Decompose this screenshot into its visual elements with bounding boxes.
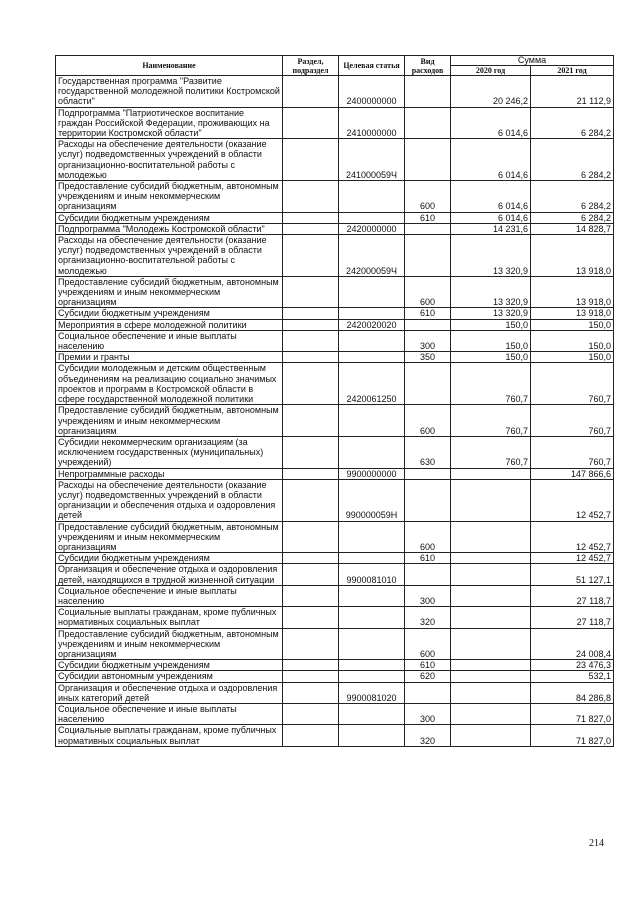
cell-name: Социальные выплаты гражданам, кроме публичных нормативных социальных выплат: [56, 725, 283, 746]
cell-section: [283, 235, 339, 277]
cell-article: [339, 308, 405, 319]
cell-v2020: 13 320,9: [451, 235, 531, 277]
table-row: [56, 607, 614, 628]
cell-article: 242000059Ч: [339, 235, 405, 277]
cell-article: [339, 181, 405, 213]
header-sum: Сумма: [451, 56, 614, 66]
cell-section: [283, 76, 339, 108]
cell-article: [339, 330, 405, 351]
cell-name: Мероприятия в сфере молодежной политики: [56, 319, 283, 330]
cell-v2020: 6 014,6: [451, 107, 531, 139]
cell-v2020: 20 246,2: [451, 76, 531, 108]
header-name: Наименование: [56, 56, 283, 76]
cell-v2020: [451, 479, 531, 521]
page-number: 214: [589, 838, 604, 849]
cell-v2021: 760,7: [531, 405, 614, 437]
cell-section: [283, 585, 339, 606]
table-row: [56, 276, 614, 308]
cell-name: Субсидии бюджетным учреждениям: [56, 660, 283, 671]
cell-section: [283, 436, 339, 468]
table-row: [56, 330, 614, 351]
cell-v2021: 21 112,9: [531, 76, 614, 108]
cell-type: 350: [405, 352, 451, 363]
cell-type: 610: [405, 308, 451, 319]
cell-type: 320: [405, 607, 451, 628]
table-row: [56, 308, 614, 319]
cell-article: [339, 585, 405, 606]
cell-section: [283, 330, 339, 351]
cell-name: Предоставление субсидий бюджетным, автономным учреждениям и иным некоммерческим организациям: [56, 181, 283, 213]
cell-article: 2410000000: [339, 107, 405, 139]
cell-article: [339, 212, 405, 223]
cell-section: [283, 682, 339, 703]
table-row: [56, 628, 614, 660]
cell-section: [283, 139, 339, 181]
cell-v2020: 13 320,9: [451, 276, 531, 308]
cell-v2021: 71 827,0: [531, 725, 614, 746]
cell-v2021: 14 828,7: [531, 223, 614, 234]
table-row: [56, 405, 614, 437]
cell-v2021: 27 118,7: [531, 607, 614, 628]
cell-section: [283, 725, 339, 746]
table-row: [56, 682, 614, 703]
cell-name: Субсидии бюджетным учреждениям: [56, 212, 283, 223]
cell-v2020: 14 231,6: [451, 223, 531, 234]
cell-v2021: 71 827,0: [531, 703, 614, 724]
cell-v2021: 147 866,6: [531, 468, 614, 479]
cell-section: [283, 223, 339, 234]
header-type: Вид расходов: [405, 56, 451, 76]
cell-v2020: 6 014,6: [451, 212, 531, 223]
cell-v2021: 84 286,8: [531, 682, 614, 703]
cell-v2020: 13 320,9: [451, 308, 531, 319]
cell-v2021: 6 284,2: [531, 139, 614, 181]
cell-v2021: 13 918,0: [531, 308, 614, 319]
cell-article: 9900081010: [339, 564, 405, 585]
cell-type: [405, 468, 451, 479]
cell-v2020: 760,7: [451, 363, 531, 405]
table-row: [56, 703, 614, 724]
cell-v2020: 6 014,6: [451, 181, 531, 213]
cell-v2020: 150,0: [451, 319, 531, 330]
cell-name: Премии и гранты: [56, 352, 283, 363]
cell-v2021: 532,1: [531, 671, 614, 682]
cell-v2020: [451, 553, 531, 564]
cell-article: 241000059Ч: [339, 139, 405, 181]
cell-name: Расходы на обеспечение деятельности (оказание услуг) подведомственных учреждений в области организационно-воспитательной работы с молодежью: [56, 139, 283, 181]
cell-v2020: [451, 671, 531, 682]
cell-section: [283, 363, 339, 405]
cell-type: [405, 107, 451, 139]
cell-type: [405, 479, 451, 521]
cell-name: Предоставление субсидий бюджетным, автономным учреждениям и иным некоммерческим организациям: [56, 521, 283, 553]
cell-name: Подпрограмма "Молодежь Костромской области": [56, 223, 283, 234]
cell-name: Социальное обеспечение и иные выплаты населению: [56, 585, 283, 606]
cell-section: [283, 212, 339, 223]
cell-article: 990000059Н: [339, 479, 405, 521]
cell-v2020: [451, 660, 531, 671]
cell-type: 300: [405, 703, 451, 724]
cell-name: Организация и обеспечение отдыха и оздоровления детей, находящихся в трудной жизненной ситуации: [56, 564, 283, 585]
cell-type: [405, 139, 451, 181]
table-row: [56, 479, 614, 521]
cell-name: Предоставление субсидий бюджетным, автономным учреждениям и иным некоммерческим организациям: [56, 405, 283, 437]
cell-name: Расходы на обеспечение деятельности (оказание услуг) подведомственных учреждений в области организации и обеспечения отдыха и оздоровления детей: [56, 479, 283, 521]
cell-section: [283, 308, 339, 319]
cell-section: [283, 107, 339, 139]
cell-v2021: 150,0: [531, 319, 614, 330]
cell-name: Непрограммные расходы: [56, 468, 283, 479]
cell-section: [283, 352, 339, 363]
cell-type: 600: [405, 405, 451, 437]
cell-article: 9900000000: [339, 468, 405, 479]
table-row: [56, 319, 614, 330]
cell-v2020: 150,0: [451, 352, 531, 363]
header-year-2021: 2021 год: [531, 66, 614, 76]
cell-type: 600: [405, 181, 451, 213]
cell-type: [405, 363, 451, 405]
cell-name: Социальные выплаты гражданам, кроме публичных нормативных социальных выплат: [56, 607, 283, 628]
table-row: [56, 76, 614, 108]
cell-type: 600: [405, 276, 451, 308]
cell-v2021: 760,7: [531, 436, 614, 468]
cell-section: [283, 607, 339, 628]
cell-article: [339, 703, 405, 724]
cell-name: Расходы на обеспечение деятельности (оказание услуг) подведомственных учреждений в области организационно-воспитательной работы с молодежью: [56, 235, 283, 277]
table-row: [56, 107, 614, 139]
cell-section: [283, 703, 339, 724]
cell-article: 2420020020: [339, 319, 405, 330]
cell-v2021: 150,0: [531, 352, 614, 363]
table-row: [56, 352, 614, 363]
cell-type: 300: [405, 330, 451, 351]
cell-article: 2400000000: [339, 76, 405, 108]
cell-v2020: [451, 725, 531, 746]
cell-article: [339, 521, 405, 553]
cell-v2021: 24 008,4: [531, 628, 614, 660]
cell-name: Подпрограмма "Патриотическое воспитание граждан Российской Федерации, проживающих на территории Костромской области": [56, 107, 283, 139]
cell-v2021: 51 127,1: [531, 564, 614, 585]
cell-section: [283, 181, 339, 213]
table-row: [56, 660, 614, 671]
cell-v2021: 27 118,7: [531, 585, 614, 606]
cell-name: Субсидии автономным учреждениям: [56, 671, 283, 682]
cell-v2021: 760,7: [531, 363, 614, 405]
cell-article: [339, 553, 405, 564]
cell-article: 9900081020: [339, 682, 405, 703]
table-row: [56, 235, 614, 277]
table-row: [56, 553, 614, 564]
cell-name: Субсидии молодежным и детским общественным объединениям на реализацию социально значимых проектов и программ в Костромской области в сфере государственной молодежной политики: [56, 363, 283, 405]
cell-type: 630: [405, 436, 451, 468]
cell-name: Государственная программа "Развитие государственной молодежной политики Костромской области": [56, 76, 283, 108]
cell-name: Субсидии бюджетным учреждениям: [56, 308, 283, 319]
cell-type: [405, 76, 451, 108]
table-row: [56, 181, 614, 213]
table-row: [56, 725, 614, 746]
table-row: [56, 139, 614, 181]
cell-v2021: 6 284,2: [531, 212, 614, 223]
cell-v2020: 760,7: [451, 436, 531, 468]
table-row: [56, 521, 614, 553]
cell-v2020: [451, 703, 531, 724]
header-article: Целевая статья: [339, 56, 405, 76]
cell-v2020: [451, 607, 531, 628]
cell-article: [339, 607, 405, 628]
cell-section: [283, 660, 339, 671]
cell-section: [283, 553, 339, 564]
cell-type: [405, 319, 451, 330]
cell-v2021: 12 452,7: [531, 521, 614, 553]
cell-type: 300: [405, 585, 451, 606]
cell-v2021: 12 452,7: [531, 479, 614, 521]
cell-section: [283, 405, 339, 437]
cell-v2020: [451, 628, 531, 660]
cell-article: 2420061250: [339, 363, 405, 405]
cell-type: [405, 235, 451, 277]
table-row: [56, 436, 614, 468]
cell-type: 610: [405, 212, 451, 223]
cell-name: Субсидии бюджетным учреждениям: [56, 553, 283, 564]
cell-type: 610: [405, 660, 451, 671]
cell-name: Предоставление субсидий бюджетным, автономным учреждениям и иным некоммерческим организациям: [56, 628, 283, 660]
table-body: [56, 76, 614, 747]
cell-article: [339, 276, 405, 308]
cell-type: [405, 682, 451, 703]
header-row: [56, 56, 614, 66]
cell-v2021: 12 452,7: [531, 553, 614, 564]
header-year-2020: 2020 год: [451, 66, 531, 76]
cell-v2020: [451, 682, 531, 703]
table-row: [56, 223, 614, 234]
cell-v2020: [451, 585, 531, 606]
cell-section: [283, 468, 339, 479]
cell-type: [405, 564, 451, 585]
cell-article: [339, 725, 405, 746]
cell-article: [339, 436, 405, 468]
cell-type: 600: [405, 521, 451, 553]
cell-section: [283, 521, 339, 553]
cell-article: [339, 660, 405, 671]
cell-section: [283, 564, 339, 585]
cell-name: Социальное обеспечение и иные выплаты населению: [56, 330, 283, 351]
budget-table: [55, 55, 614, 747]
table-row: [56, 363, 614, 405]
cell-type: 320: [405, 725, 451, 746]
cell-v2021: 6 284,2: [531, 107, 614, 139]
cell-v2020: [451, 468, 531, 479]
cell-type: [405, 223, 451, 234]
cell-section: [283, 479, 339, 521]
cell-v2021: 13 918,0: [531, 235, 614, 277]
cell-v2021: 150,0: [531, 330, 614, 351]
cell-type: 620: [405, 671, 451, 682]
header-section: Раздел, подраздел: [283, 56, 339, 76]
cell-v2020: 150,0: [451, 330, 531, 351]
table-row: [56, 212, 614, 223]
cell-name: Субсидии некоммерческим организациям (за исключением государственных (муниципальных) учреждений): [56, 436, 283, 468]
cell-v2020: 760,7: [451, 405, 531, 437]
cell-article: [339, 671, 405, 682]
cell-type: 610: [405, 553, 451, 564]
cell-article: [339, 405, 405, 437]
cell-section: [283, 628, 339, 660]
cell-name: Организация и обеспечение отдыха и оздоровления иных категорий детей: [56, 682, 283, 703]
cell-section: [283, 276, 339, 308]
cell-article: [339, 628, 405, 660]
cell-v2021: 23 476,3: [531, 660, 614, 671]
table-row: [56, 564, 614, 585]
cell-type: 600: [405, 628, 451, 660]
cell-article: 2420000000: [339, 223, 405, 234]
table-row: [56, 585, 614, 606]
table-row: [56, 468, 614, 479]
cell-v2021: 6 284,2: [531, 181, 614, 213]
cell-section: [283, 671, 339, 682]
cell-article: [339, 352, 405, 363]
cell-name: Социальное обеспечение и иные выплаты населению: [56, 703, 283, 724]
cell-v2020: 6 014,6: [451, 139, 531, 181]
cell-v2020: [451, 564, 531, 585]
cell-name: Предоставление субсидий бюджетным, автономным учреждениям и иным некоммерческим организациям: [56, 276, 283, 308]
table-row: [56, 671, 614, 682]
cell-v2020: [451, 521, 531, 553]
cell-section: [283, 319, 339, 330]
cell-v2021: 13 918,0: [531, 276, 614, 308]
